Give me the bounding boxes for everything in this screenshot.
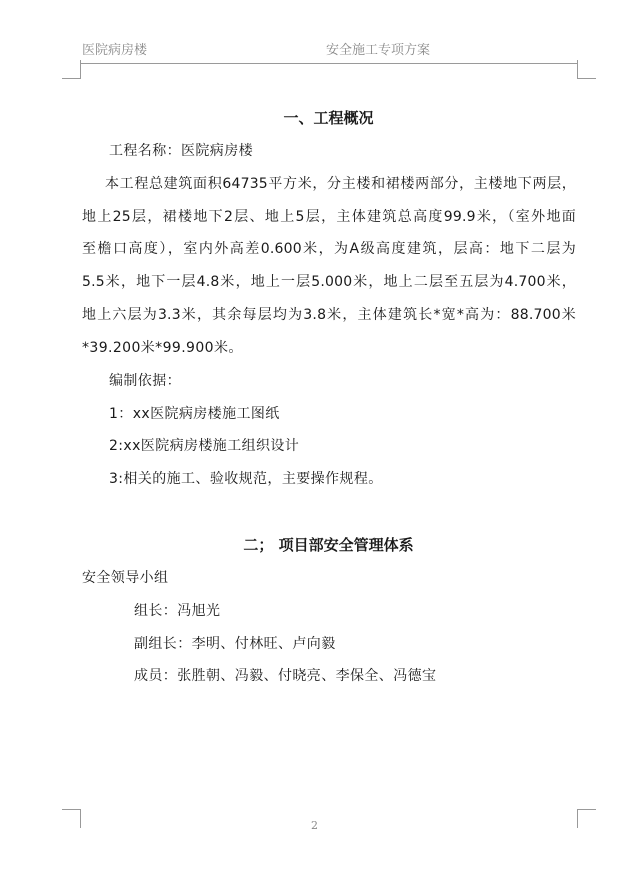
group-leader: 组长：冯旭光 — [134, 603, 221, 619]
header-left-text: 医院病房楼 — [82, 43, 148, 58]
basis-item-3: 3:相关的施工、验收规范，主要操作规程。 — [109, 471, 383, 487]
overview-line-4: 5.5米，地下一层4.8米，地上一层5.000米，地上二层至五层为4.700米， — [82, 274, 576, 290]
overview-line-2: 地上25层，裙楼地下2层、地上5层，主体建筑总高度99.9米，（室外地面 — [82, 209, 576, 225]
overview-line-5: 地上六层为3.3米，其余每层均为3.8米，主体建筑长*宽*高为：88.700米 — [82, 307, 576, 323]
group-members: 成员：张胜朝、冯毅、付晓亮、李保全、冯德宝 — [134, 668, 437, 684]
page-number: 2 — [311, 819, 318, 832]
group-deputy: 副组长：李明、付林旺、卢向毅 — [134, 636, 336, 652]
overview-line-1: 本工程总建筑面积64735平方米，分主楼和裙楼两部分，主楼地下两层， — [105, 176, 576, 192]
header-rule — [80, 63, 577, 64]
section-1-heading: 一、工程概况 — [283, 109, 374, 127]
overview-line-6: *39.200米*99.900米。 — [82, 340, 243, 356]
crop-mark-top-left — [62, 60, 81, 79]
crop-mark-top-right — [577, 60, 596, 79]
header-right-text: 安全施工专项方案 — [326, 43, 431, 58]
project-name-line: 工程名称：医院病房楼 — [109, 143, 253, 159]
section-2-heading: 二； 项目部安全管理体系 — [243, 536, 414, 554]
basis-item-2: 2:xx医院病房楼施工组织设计 — [109, 438, 300, 454]
overview-line-3: 至檐口高度），室内外高差0.600米，为A级高度建筑，层高：地下二层为 — [82, 241, 576, 257]
basis-item-1: 1：xx医院病房楼施工图纸 — [109, 406, 280, 422]
basis-title: 编制依据： — [109, 373, 181, 389]
group-title: 安全领导小组 — [82, 570, 169, 586]
